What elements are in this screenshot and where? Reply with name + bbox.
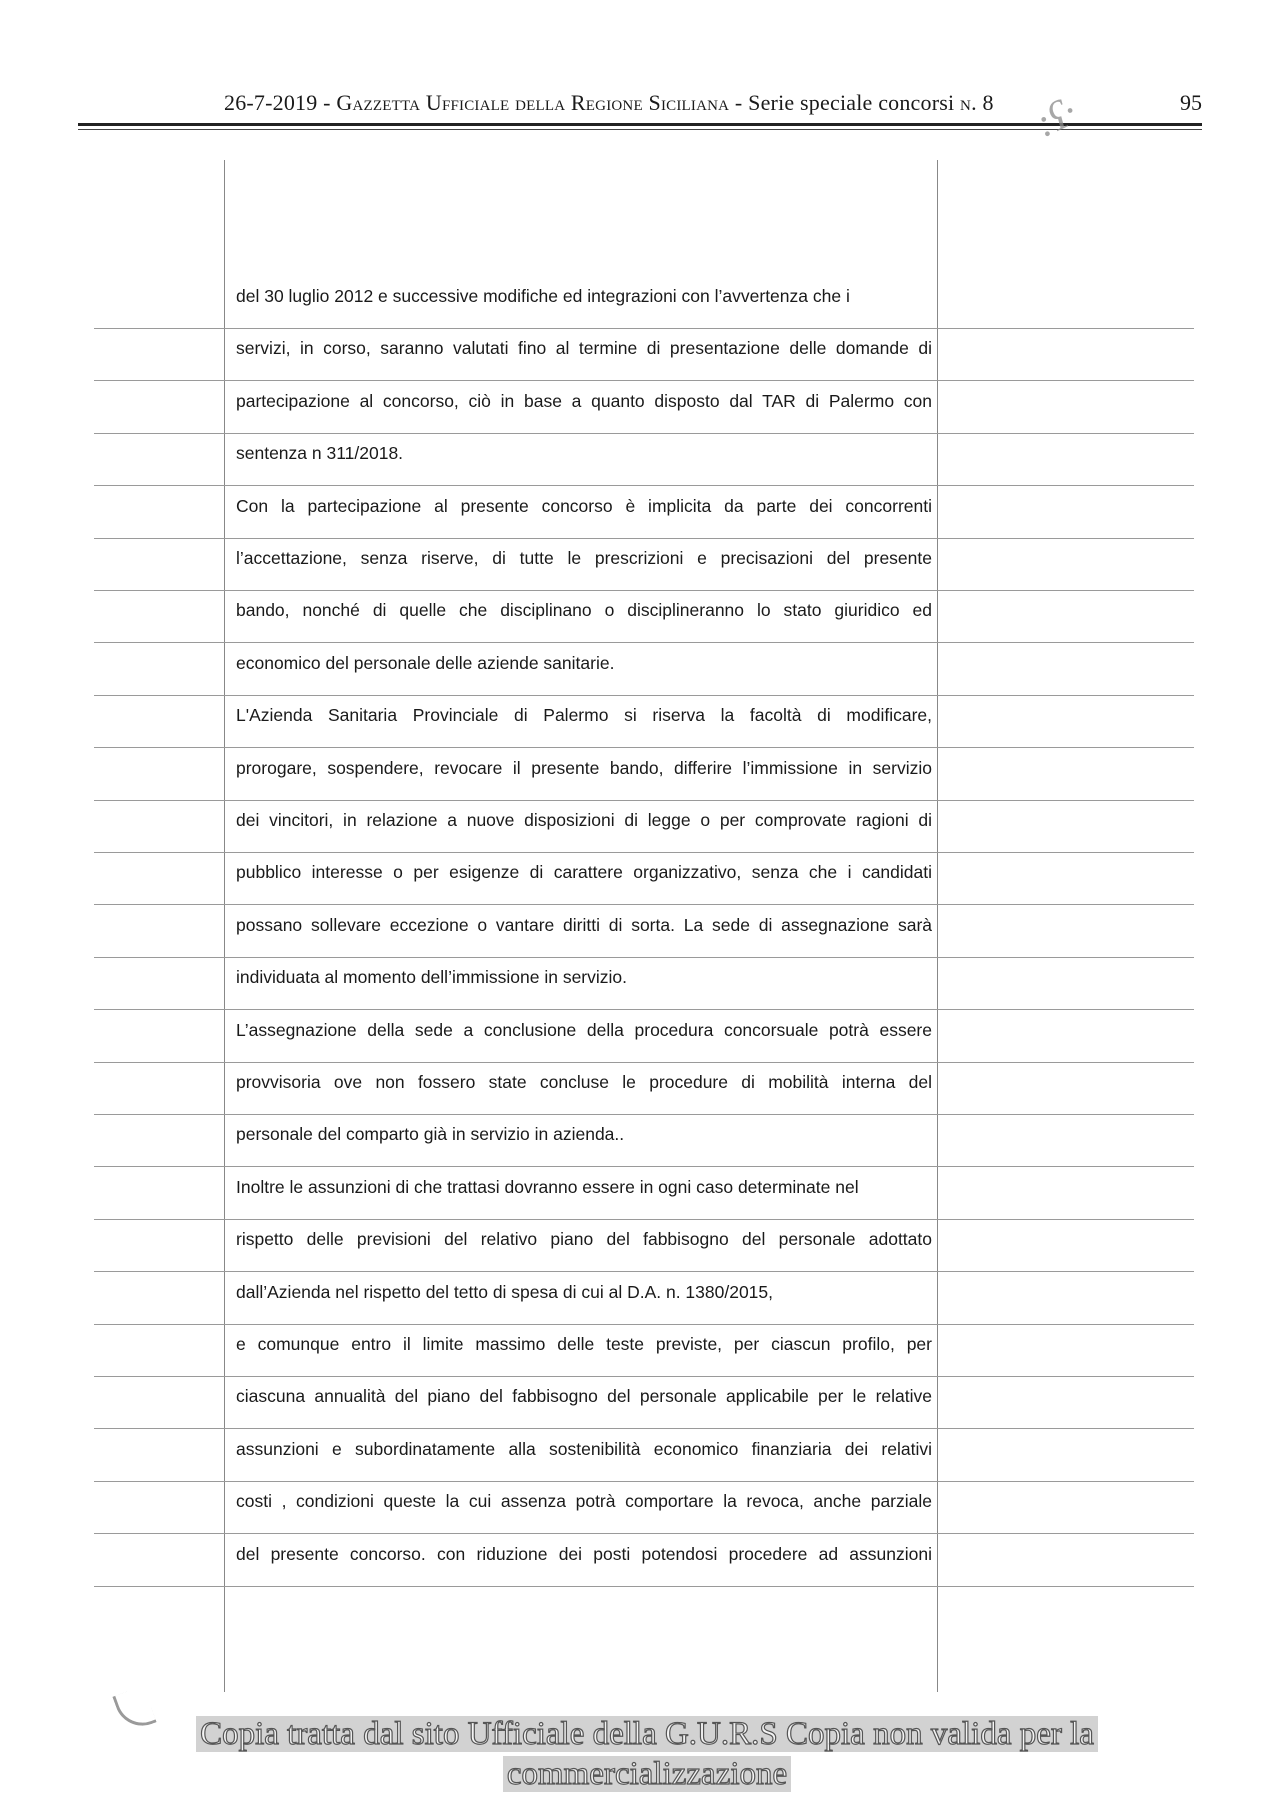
text-line: l’accettazione, senza riserve, di tutte le prescrizioni e precisazioni del presente — [236, 548, 932, 568]
text-line: partecipazione al concorso, ciò in base a quanto disposto dal TAR di Palermo con — [236, 390, 932, 411]
text-line: provvisoria ove non fossero state concluse le procedure di mobilità interna del — [236, 1072, 932, 1092]
ruled-line — [94, 1166, 1194, 1167]
text-line: del 30 luglio 2012 e successive modifiche ed integrazioni con l’avvertenza che i — [236, 286, 850, 306]
ruled-line — [94, 1586, 1194, 1587]
ruled-line — [94, 904, 1194, 905]
text-line: L'Azienda Sanitaria Provinciale di Palermo si riserva la facoltà di modificare, — [236, 705, 932, 726]
ruled-line — [94, 538, 1194, 539]
ruled-line — [94, 1324, 1194, 1325]
ruled-line — [94, 1114, 1194, 1115]
text-line: Con la partecipazione al presente concorso è implicita da parte dei concorrenti — [236, 495, 932, 516]
ruled-line — [94, 642, 1194, 643]
scan-artifact — [112, 1686, 156, 1734]
text-line: bando, nonché di quelle che disciplinano o disciplineranno lo stato giuridico ed — [236, 600, 932, 621]
text-line: assunzioni e subordinatamente alla sostenibilità economico finanziaria dei relativi — [236, 1438, 932, 1459]
text-line: individuata al momento dell’immissione in servizio. — [236, 967, 627, 988]
text-line: costi , condizioni queste la cui assenza potrà comportare la revoca, anche parziale — [236, 1491, 932, 1512]
text-line: e comunque entro il limite massimo delle teste previste, per ciascun profilo, per — [236, 1334, 932, 1354]
header-rule-thin — [78, 129, 1202, 130]
ruled-line — [94, 695, 1194, 696]
ruled-line — [94, 1062, 1194, 1063]
ruled-line — [94, 485, 1194, 486]
ruled-line — [94, 590, 1194, 591]
ruled-line — [94, 747, 1194, 748]
text-line: prorogare, sospendere, revocare il presente bando, differire l’immissione in servizio — [236, 757, 932, 778]
margin-line-left — [224, 160, 225, 1692]
header-rule-thick — [78, 123, 1202, 126]
ruled-line — [94, 1271, 1194, 1272]
watermark — [174, 1714, 1120, 1794]
margin-line-right — [937, 160, 938, 1692]
text-line: L’assegnazione della sede a conclusione della procedura concorsuale potrà essere — [236, 1019, 932, 1040]
page-number: 95 — [1180, 90, 1202, 115]
text-line: dei vincitori, in relazione a nuove disposizioni di legge o per comprovate ragioni di — [236, 810, 932, 830]
ruled-line — [94, 800, 1194, 801]
ruled-line — [94, 957, 1194, 958]
ruled-line — [94, 433, 1194, 434]
ruled-line — [94, 1009, 1194, 1010]
ruled-line — [94, 380, 1194, 381]
text-line: possano sollevare eccezione o vantare diritti di sorta. La sede di assegnazione sarà — [236, 914, 932, 935]
watermark-line-1: Copia tratta dal sito Ufficiale della G.U.R.S Copia non valida per la — [196, 1716, 1098, 1752]
text-line: ciascuna annualità del piano del fabbisogno del personale applicabile per le relative — [236, 1386, 932, 1407]
ruled-line — [94, 1533, 1194, 1534]
ruled-line — [94, 328, 1194, 329]
text-line: del presente concorso. con riduzione dei posti potendosi procedere ad assunzioni — [236, 1543, 932, 1564]
text-line: dall’Azienda nel rispetto del tetto di spesa di cui al D.A. n. 1380/2015, — [236, 1281, 774, 1302]
ruled-line — [94, 1428, 1194, 1429]
text-line: servizi, in corso, saranno valutati fino al termine di presentazione delle domande di — [236, 338, 932, 359]
watermark-line-2: commercializzazione — [503, 1756, 791, 1792]
text-line: economico del personale delle aziende sanitarie. — [236, 652, 615, 673]
stamp-mark: :ʕ· — [1028, 88, 1084, 146]
text-line: rispetto delle previsioni del relativo piano del fabbisogno del personale adottato — [236, 1229, 932, 1250]
text-line: sentenza n 311/2018. — [236, 443, 404, 464]
ruled-line — [94, 1481, 1194, 1482]
header-title: 26-7-2019 - Gazzetta Ufficiale della Regione Siciliana - Serie speciale concorsi n. 8 — [224, 90, 994, 115]
text-line: Inoltre le assunzioni di che trattasi dovranno essere in ogni caso determinate nel — [236, 1176, 859, 1197]
text-line: personale del comparto già in servizio in azienda.. — [236, 1124, 625, 1145]
ruled-line — [94, 852, 1194, 853]
text-line: pubblico interesse o per esigenze di carattere organizzativo, senza che i candidati — [236, 862, 932, 883]
ruled-line — [94, 1219, 1194, 1220]
ruled-line — [94, 1376, 1194, 1377]
